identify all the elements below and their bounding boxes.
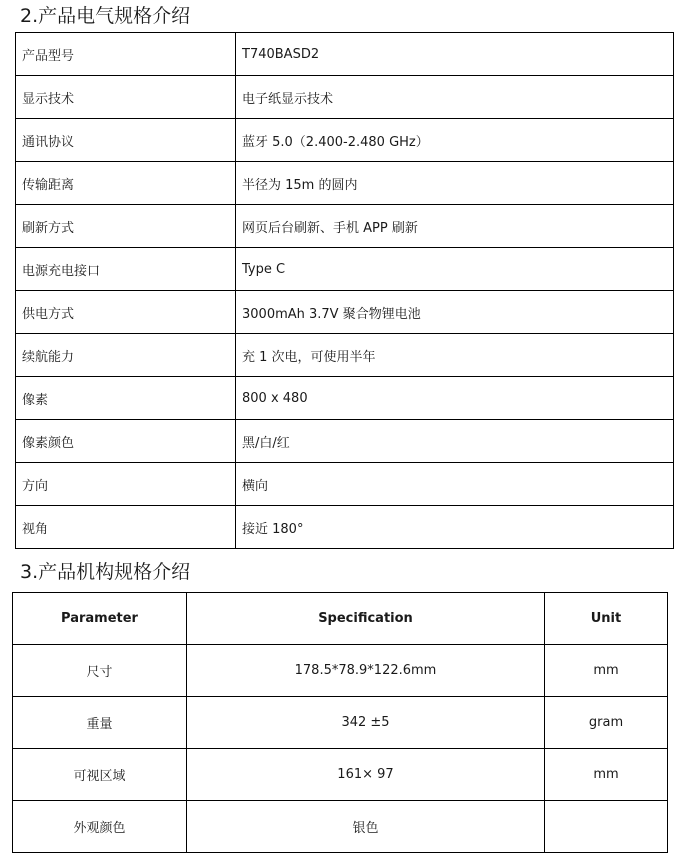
- spec-value: T740BASD2: [236, 33, 674, 76]
- spec-value: 半径为 15m 的圆内: [236, 162, 674, 205]
- table-row: [13, 801, 668, 853]
- unit-cell: [545, 801, 668, 853]
- spec-value: Type C: [236, 248, 674, 291]
- table-row: [16, 334, 674, 377]
- table-row: [16, 463, 674, 506]
- table-row: [13, 697, 668, 749]
- table-header-row: [13, 593, 668, 645]
- spec-key: 刷新方式: [16, 205, 236, 248]
- column-header-parameter: Parameter: [13, 593, 187, 645]
- spec-key: 方向: [16, 463, 236, 506]
- spec-value: 接近 180°: [236, 506, 674, 549]
- table-row: [16, 162, 674, 205]
- table-row: [13, 645, 668, 697]
- electrical-spec-table: [15, 32, 674, 549]
- unit-cell: mm: [545, 645, 668, 697]
- table-row: [16, 33, 674, 76]
- mechanical-spec-heading: 3.产品机构规格介绍: [20, 561, 191, 583]
- table-row: [16, 291, 674, 334]
- parameter-cell: 重量: [13, 697, 187, 749]
- spec-value: 蓝牙 5.0（2.400-2.480 GHz）: [236, 119, 674, 162]
- spec-key: 通讯协议: [16, 119, 236, 162]
- electrical-spec-heading: 2.产品电气规格介绍: [20, 5, 191, 27]
- parameter-cell: 外观颜色: [13, 801, 187, 853]
- table-row: [16, 205, 674, 248]
- table-row: [16, 377, 674, 420]
- specification-cell: 178.5*78.9*122.6mm: [187, 645, 545, 697]
- parameter-cell: 可视区域: [13, 749, 187, 801]
- spec-key: 续航能力: [16, 334, 236, 377]
- table-row: [16, 420, 674, 463]
- unit-cell: gram: [545, 697, 668, 749]
- table-row: [16, 76, 674, 119]
- table-row: [16, 119, 674, 162]
- spec-key: 视角: [16, 506, 236, 549]
- spec-key: 传输距离: [16, 162, 236, 205]
- specification-cell: 342 ±5: [187, 697, 545, 749]
- specification-cell: 161× 97: [187, 749, 545, 801]
- table-row: [16, 506, 674, 549]
- spec-key: 供电方式: [16, 291, 236, 334]
- spec-key: 像素颜色: [16, 420, 236, 463]
- spec-value: 3000mAh 3.7V 聚合物锂电池: [236, 291, 674, 334]
- column-header-unit: Unit: [545, 593, 668, 645]
- unit-cell: mm: [545, 749, 668, 801]
- column-header-specification: Specification: [187, 593, 545, 645]
- spec-key: 显示技术: [16, 76, 236, 119]
- spec-key: 像素: [16, 377, 236, 420]
- mechanical-spec-table: [12, 592, 668, 853]
- table-row: [16, 248, 674, 291]
- spec-value: 黑/白/红: [236, 420, 674, 463]
- spec-value: 充 1 次电，可使用半年: [236, 334, 674, 377]
- specification-cell: 银色: [187, 801, 545, 853]
- spec-value: 网页后台刷新、手机 APP 刷新: [236, 205, 674, 248]
- spec-key: 电源充电接口: [16, 248, 236, 291]
- spec-key: 产品型号: [16, 33, 236, 76]
- spec-value: 横向: [236, 463, 674, 506]
- spec-value: 800 x 480: [236, 377, 674, 420]
- parameter-cell: 尺寸: [13, 645, 187, 697]
- spec-value: 电子纸显示技术: [236, 76, 674, 119]
- table-row: [13, 749, 668, 801]
